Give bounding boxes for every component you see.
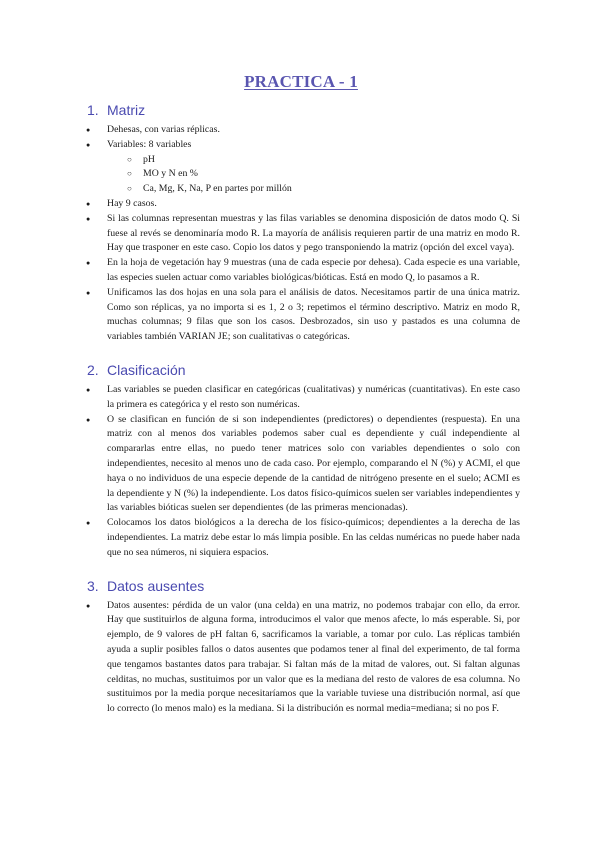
bullet-list: [82, 123, 520, 345]
bullet-list: [82, 383, 520, 561]
section-number: 2.: [87, 361, 99, 378]
list-item: ● Si las columnas representan muestras y las filas variables se denomina disposición de datos modo Q. Si fuese al revés se denominaría modo R. La mayoría de análisis requieren partir de una matriz en modo R. Hay que trasponer en este caso. Copio los datos y pego transponiendo la matriz (opción del excel vaya).: [82, 212, 520, 256]
sub-list-item: ○ Ca, Mg, K, Na, P en partes por millón: [107, 182, 520, 197]
sub-list-item: ○ MO y N en %: [107, 167, 520, 182]
list-item: ● Las variables se pueden clasificar en categóricas (cualitativas) y numéricas (cuantitativas). En este caso la primera es categórica y el resto son numéricas.: [82, 383, 520, 413]
section-datos-ausentes: [82, 578, 520, 717]
section-heading: [87, 578, 520, 594]
list-item: ● En la hoja de vegetación hay 9 muestras (una de cada especie por dehesa). Cada especie es una variable, las especies suelen actuar como variables biológicas/bióticas. Está en modo Q, lo pasamos a R.: [82, 256, 520, 286]
section-title: Matriz: [107, 102, 146, 118]
section-title: Datos ausentes: [107, 577, 205, 594]
section-number: 1.: [87, 102, 99, 118]
section-number: 3.: [87, 577, 99, 594]
list-item: ● Unificamos las dos hojas en una sola para el análisis de datos. Necesitamos partir de una única matriz. Como son réplicas, ya no importa si es 1, 2 o 3; repetimos el término descriptivo. Matriz en modo R, muchas columnas; 9 filas que son los casos. Desbrozados, sin uso y pastados es una columna de variables también VARIAN JE; son cualitativas o categóricas.: [82, 286, 520, 345]
list-item: [82, 138, 520, 197]
section-title: Clasificación: [107, 361, 186, 378]
list-item: ● O se clasifican en función de si son independientes (predictores) o dependientes (respuesta). En una matriz con al menos dos variables podemos saber cual es dependiente y cuál independiente al compararlas entre ellas, no puedo tener matrices solo con variables dependientes o solo con independientes, necesito al menos uno de cada caso. Por ejemplo, comparando el N (%) y ACMI, el que haya o no individuos de una especie depende de la cantidad de nitrógeno presente en el suelo; ACMI es la dependiente y N (%) la independiente. Los datos físico-químicos suelen ser variables independientes y las variables bióticas suelen ser dependientes (de las primeras mencionadas).: [82, 413, 520, 517]
section-heading: [87, 362, 520, 378]
list-item: ● Dehesas, con varias réplicas.: [82, 123, 520, 138]
section-matriz: [82, 102, 520, 345]
page-title: PRACTICA - 1: [244, 72, 358, 91]
section-heading: [87, 102, 520, 118]
sub-list-item: ○ pH: [107, 153, 520, 168]
sub-list: [107, 153, 520, 197]
list-item: ● Colocamos los datos biológicos a la derecha de los físico-químicos; dependientes a la derecha de las independientes. La matriz debe estar lo más limpia posible. En las celdas numéricas no puede haber nada que no sea números, ni siquiera espacios.: [82, 516, 520, 560]
list-item-text: Variables: 8 variables: [107, 138, 192, 150]
list-item: ● Datos ausentes: pérdida de un valor (una celda) en una matriz, no podemos trabajar con ello, da error. Hay que sustituirlos de alguna forma, introducimos el valor que menos afecte, lo más esperable. Si, por ejemplo, de 9 valores de pH faltan 6, sacrificamos la variable, a tomar por culo. Las réplicas también ayuda a suplir posibles fallos o datos ausentes que podamos tener al final del experimento, de tal forma que tengamos bastantes datos para trabajar. Si faltan más de la mitad de valores, out. Si faltan algunas celditas, no muchas, sustituimos por un valor que es la mediana del resto de valores de esa columna. No sustituimos por la media porque necesitaríamos que la variable tuviese una distribución normal, así que lo correcto (lo menos malo) es la mediana. Si la distribución es normal media=mediana; si no pos F.: [82, 599, 520, 717]
bullet-list: [82, 599, 520, 717]
list-item: ● Hay 9 casos.: [82, 197, 520, 212]
section-clasificacion: [82, 362, 520, 561]
